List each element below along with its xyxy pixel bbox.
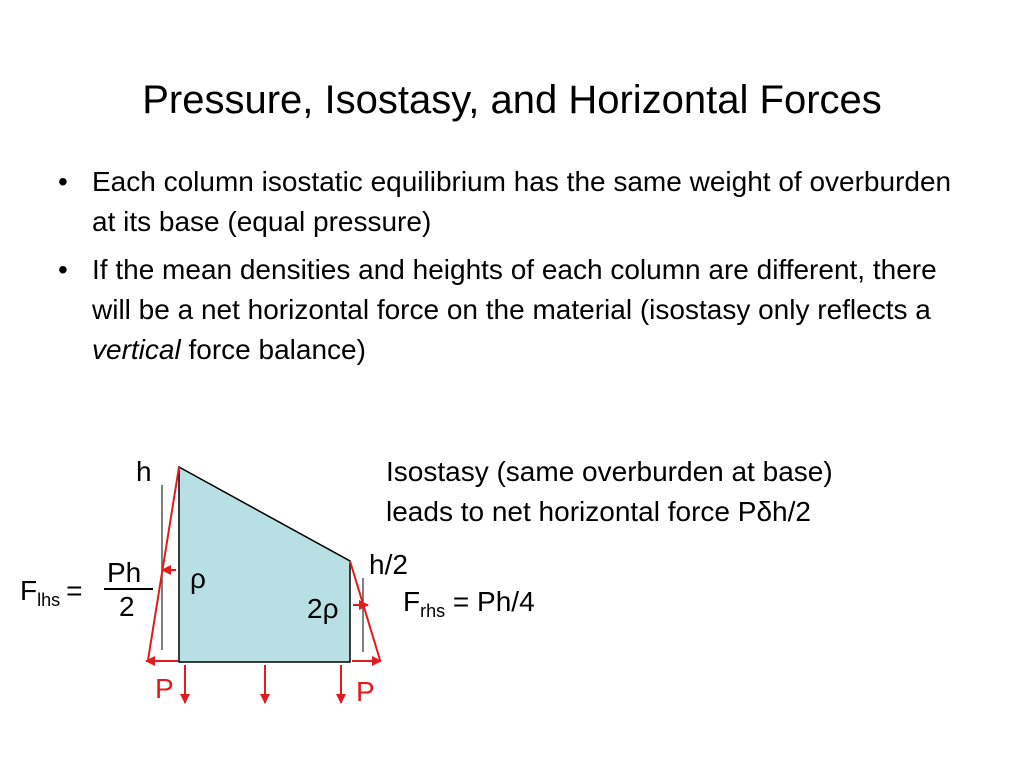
right-pressure-label: P (356, 676, 375, 707)
bullet-marker: • (58, 254, 68, 285)
fraction-denominator: 2 (119, 591, 135, 622)
slide-title: Pressure, Isostasy, and Horizontal Forces (142, 78, 882, 122)
bullet-text-2-start: If the mean densities and heights of each column are different, there will be a net horizontal force on the material (isostasy only reflects a (92, 254, 937, 325)
left-force-symbol: F (20, 575, 38, 606)
bullet-marker: • (58, 166, 68, 197)
fraction-numerator: Ph (107, 557, 142, 588)
right-height-label: h/2 (369, 549, 408, 580)
left-force-subscript: lhs (37, 590, 61, 610)
left-density-label: ρ (190, 563, 206, 594)
right-force-subscript: rhs (420, 601, 446, 621)
right-force-symbol: F (403, 586, 421, 617)
isostasy-note-line-1: Isostasy (same overburden at base) (386, 456, 833, 487)
left-pressure-label: P (155, 673, 174, 704)
right-force-formula (403, 586, 535, 621)
bullet-text-2-emphasis: vertical (92, 334, 181, 365)
right-density-label: 2ρ (307, 593, 339, 624)
left-pressure-line (148, 467, 179, 660)
left-height-label: h (136, 456, 152, 487)
left-force-formula (20, 575, 83, 610)
isostasy-note-line-2: leads to net horizontal force Pδh/2 (386, 496, 811, 527)
bullet-text-1: Each column isostatic equilibrium has the same weight of overburden at its base (equal pressure) (92, 166, 952, 237)
left-force-equals: = (66, 575, 83, 606)
bullet-text-2-end: force balance) (180, 334, 366, 365)
right-force-value: = Ph/4 (445, 586, 535, 617)
